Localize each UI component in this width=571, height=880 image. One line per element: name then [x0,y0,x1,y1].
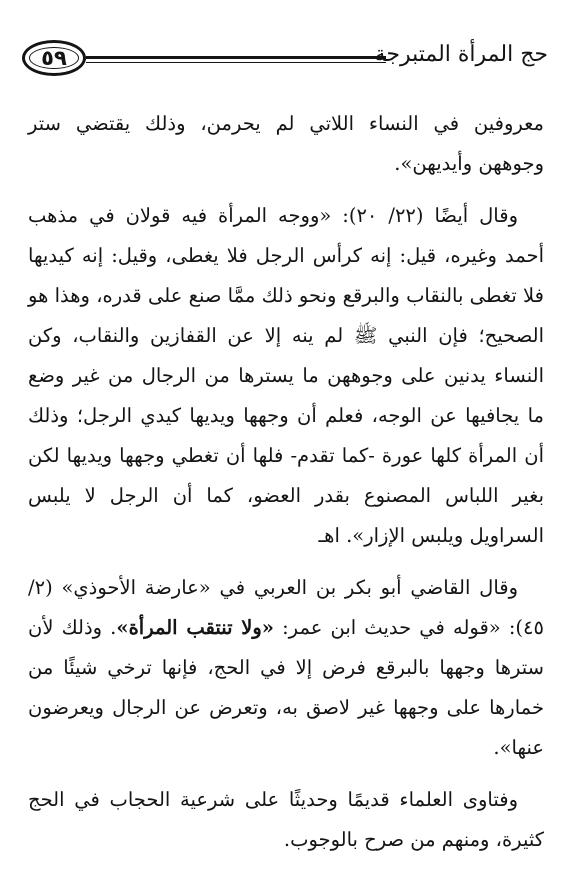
paragraph-3-text-before: وقال القاضي أبو بكر بن العربي في «عارضة الأحوذي» (٢/ ٤٥): «قوله في حديث ابن عمر: [28,576,544,639]
paragraph-3-text-after: . وذلك لأن سترها وجهها بالبرقع فرض إلا في الحج، فإنها ترخي شيئًا من خمارها على وجهها غير لاصق به، وتعرض عن الرجال ويعرضون عنها». [28,616,544,759]
page-header [20,38,550,86]
hadith-quote-bold: «ولا تنتقب المرأة» [116,616,274,639]
page-number-badge [22,40,86,76]
page-number: ٥٩ [41,45,67,70]
body-text [28,104,544,860]
header-rule [86,56,386,63]
paragraph-2: وقال أيضًا (٢٢/ ٢٠): «ووجه المرأة فيه قولان في مذهب أحمد وغيره، قيل: إنه كرأس الرجل فلا يغطى، وقيل: إنه كيديها فلا تغطى بالنقاب والبرقع ونحو ذلك ممَّا صنع على قدره، وهذا هو الصحيح؛ فإن النبي ﷺ لم ينه إلا عن القفازين والنقاب، وكن النساء يدنين على وجوههن ما يسترها من الرجال من غير وضع ما يجافيها عن الوجه، فعلم أن وجهها ويديها كيدي الرجل؛ وذلك أن المرأة كلها عورة -كما تقدم- فلها أن تغطي وجهها ويديها لكن بغير اللباس المصنوع بقدر العضو، كما أن الرجل لا يلبس السراويل ويلبس الإزار». اهـ [28,204,544,547]
running-title: حج المرأة المتبرجة [374,42,548,67]
paragraph-1: معروفين في النساء اللاتي لم يحرمن، وذلك يقتضي ستر وجوههن وأيديهن». [28,112,544,175]
paragraph-4: وفتاوى العلماء قديمًا وحديثًا على شرعية الحجاب في الحج كثيرة، ومنهم من صرح بالوجوب. [28,788,544,851]
paragraph-3 [28,568,544,768]
